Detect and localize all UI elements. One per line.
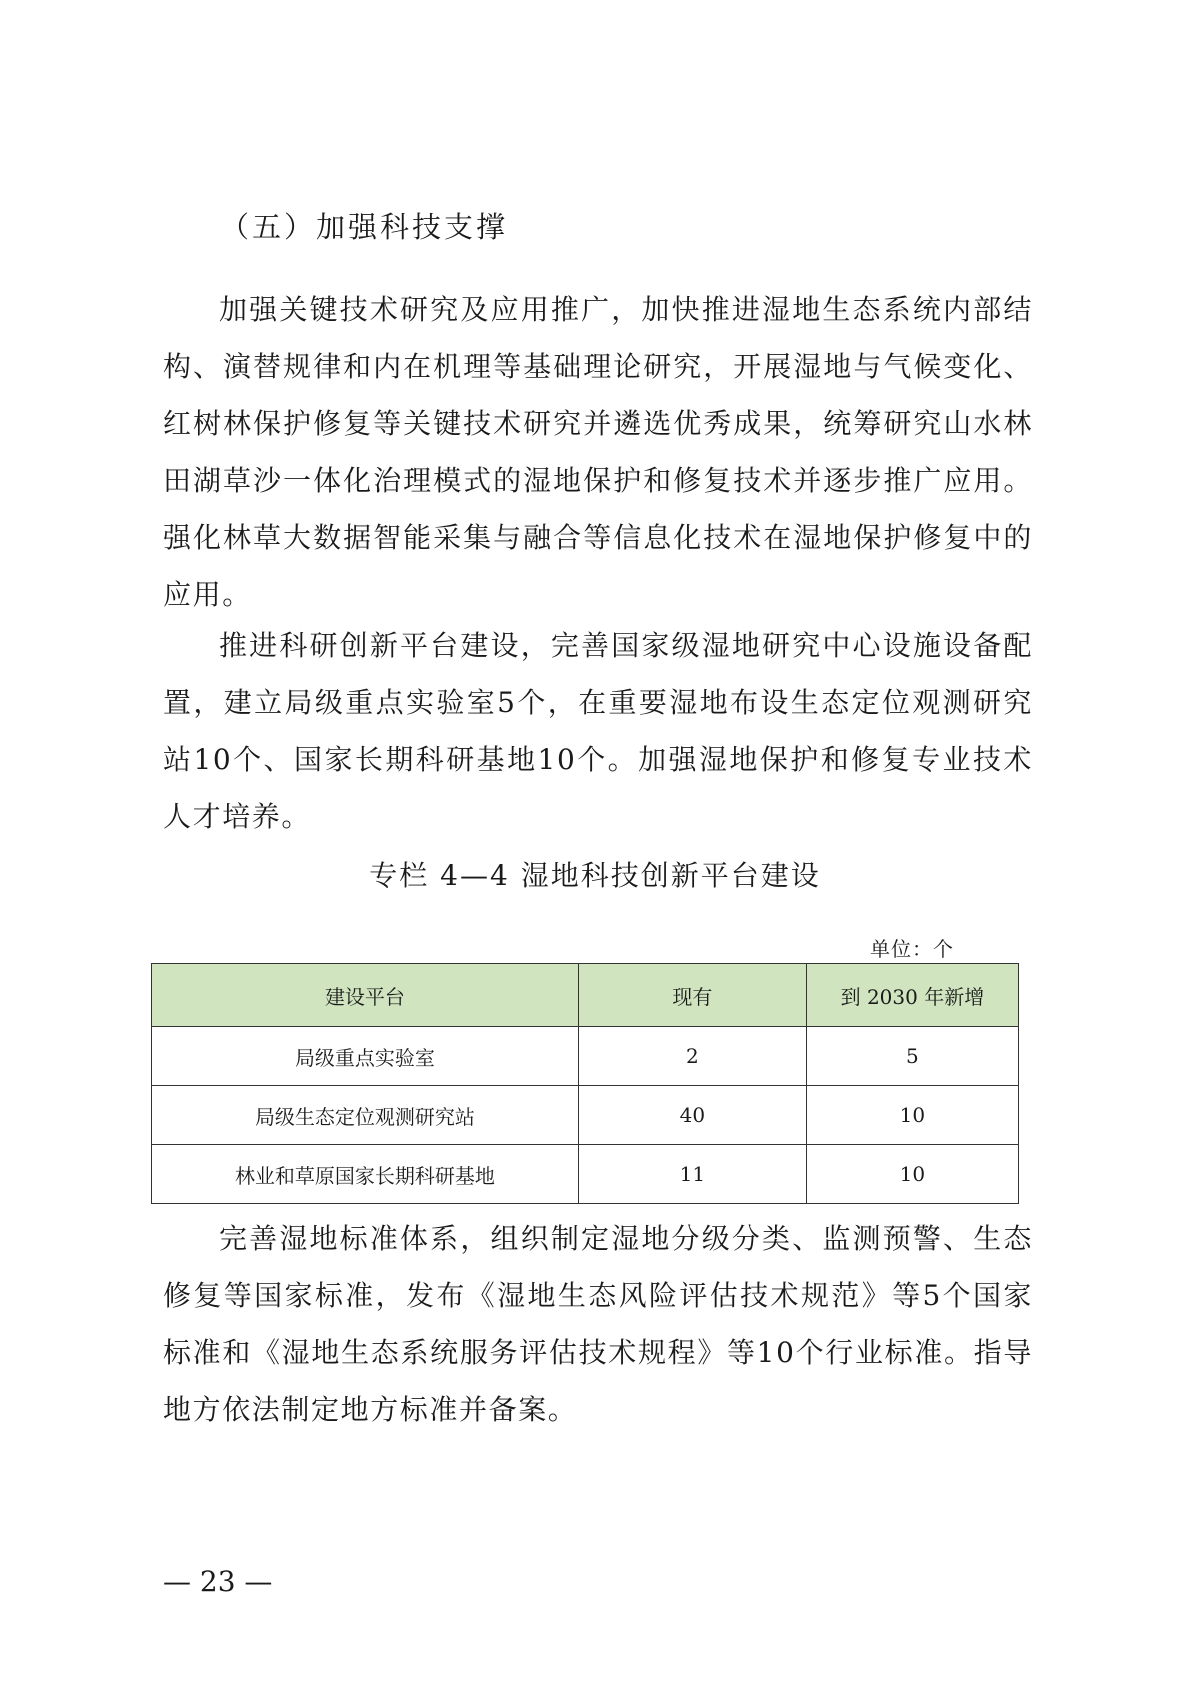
header-platform: 建设平台 bbox=[152, 964, 579, 1027]
cell-new: 10 bbox=[806, 1086, 1018, 1145]
cell-new: 5 bbox=[806, 1027, 1018, 1086]
cell-existing: 2 bbox=[578, 1027, 806, 1086]
table-row bbox=[152, 1086, 1019, 1145]
cell-platform: 局级生态定位观测研究站 bbox=[152, 1086, 579, 1145]
table-header-row bbox=[152, 964, 1019, 1027]
paragraph-platforms: 推进科研创新平台建设，完善国家级湿地研究中心设施设备配置，建立局级重点实验室5个，在重要湿地布设生态定位观测研究站10个、国家长期科研基地10个。加强湿地保护和修复专业技术人才培养。 bbox=[163, 629, 1033, 833]
unit-label: 单位：个 bbox=[870, 937, 954, 961]
cell-platform: 局级重点实验室 bbox=[152, 1027, 579, 1086]
platform-table bbox=[151, 963, 1019, 1204]
cell-existing: 11 bbox=[578, 1145, 806, 1204]
paragraph-research: 加强关键技术研究及应用推广，加快推进湿地生态系统内部结构、演替规律和内在机理等基础理论研究，开展湿地与气候变化、红树林保护修复等关键技术研究并遴选优秀成果，统筹研究山水林田湖草沙一体化治理模式的湿地保护和修复技术并逐步推广应用。强化林草大数据智能采集与融合等信息化技术在湿地保护修复中的应用。 bbox=[163, 293, 1033, 611]
box-title: 专栏 4—4 湿地科技创新平台建设 bbox=[369, 859, 821, 892]
header-new-by-2030: 到 2030 年新增 bbox=[806, 964, 1018, 1027]
cell-existing: 40 bbox=[578, 1086, 806, 1145]
cell-new: 10 bbox=[806, 1145, 1018, 1204]
page-number: — 23 — bbox=[163, 1565, 273, 1598]
header-existing: 现有 bbox=[578, 964, 806, 1027]
table-row bbox=[152, 1027, 1019, 1086]
table-row bbox=[152, 1145, 1019, 1204]
section-heading: （五）加强科技支撑 bbox=[220, 210, 509, 244]
cell-platform: 林业和草原国家长期科研基地 bbox=[152, 1145, 579, 1204]
paragraph-standards: 完善湿地标准体系，组织制定湿地分级分类、监测预警、生态修复等国家标准，发布《湿地生态风险评估技术规范》等5个国家标准和《湿地生态系统服务评估技术规程》等10个行业标准。指导地方依法制定地方标准并备案。 bbox=[163, 1222, 1033, 1426]
